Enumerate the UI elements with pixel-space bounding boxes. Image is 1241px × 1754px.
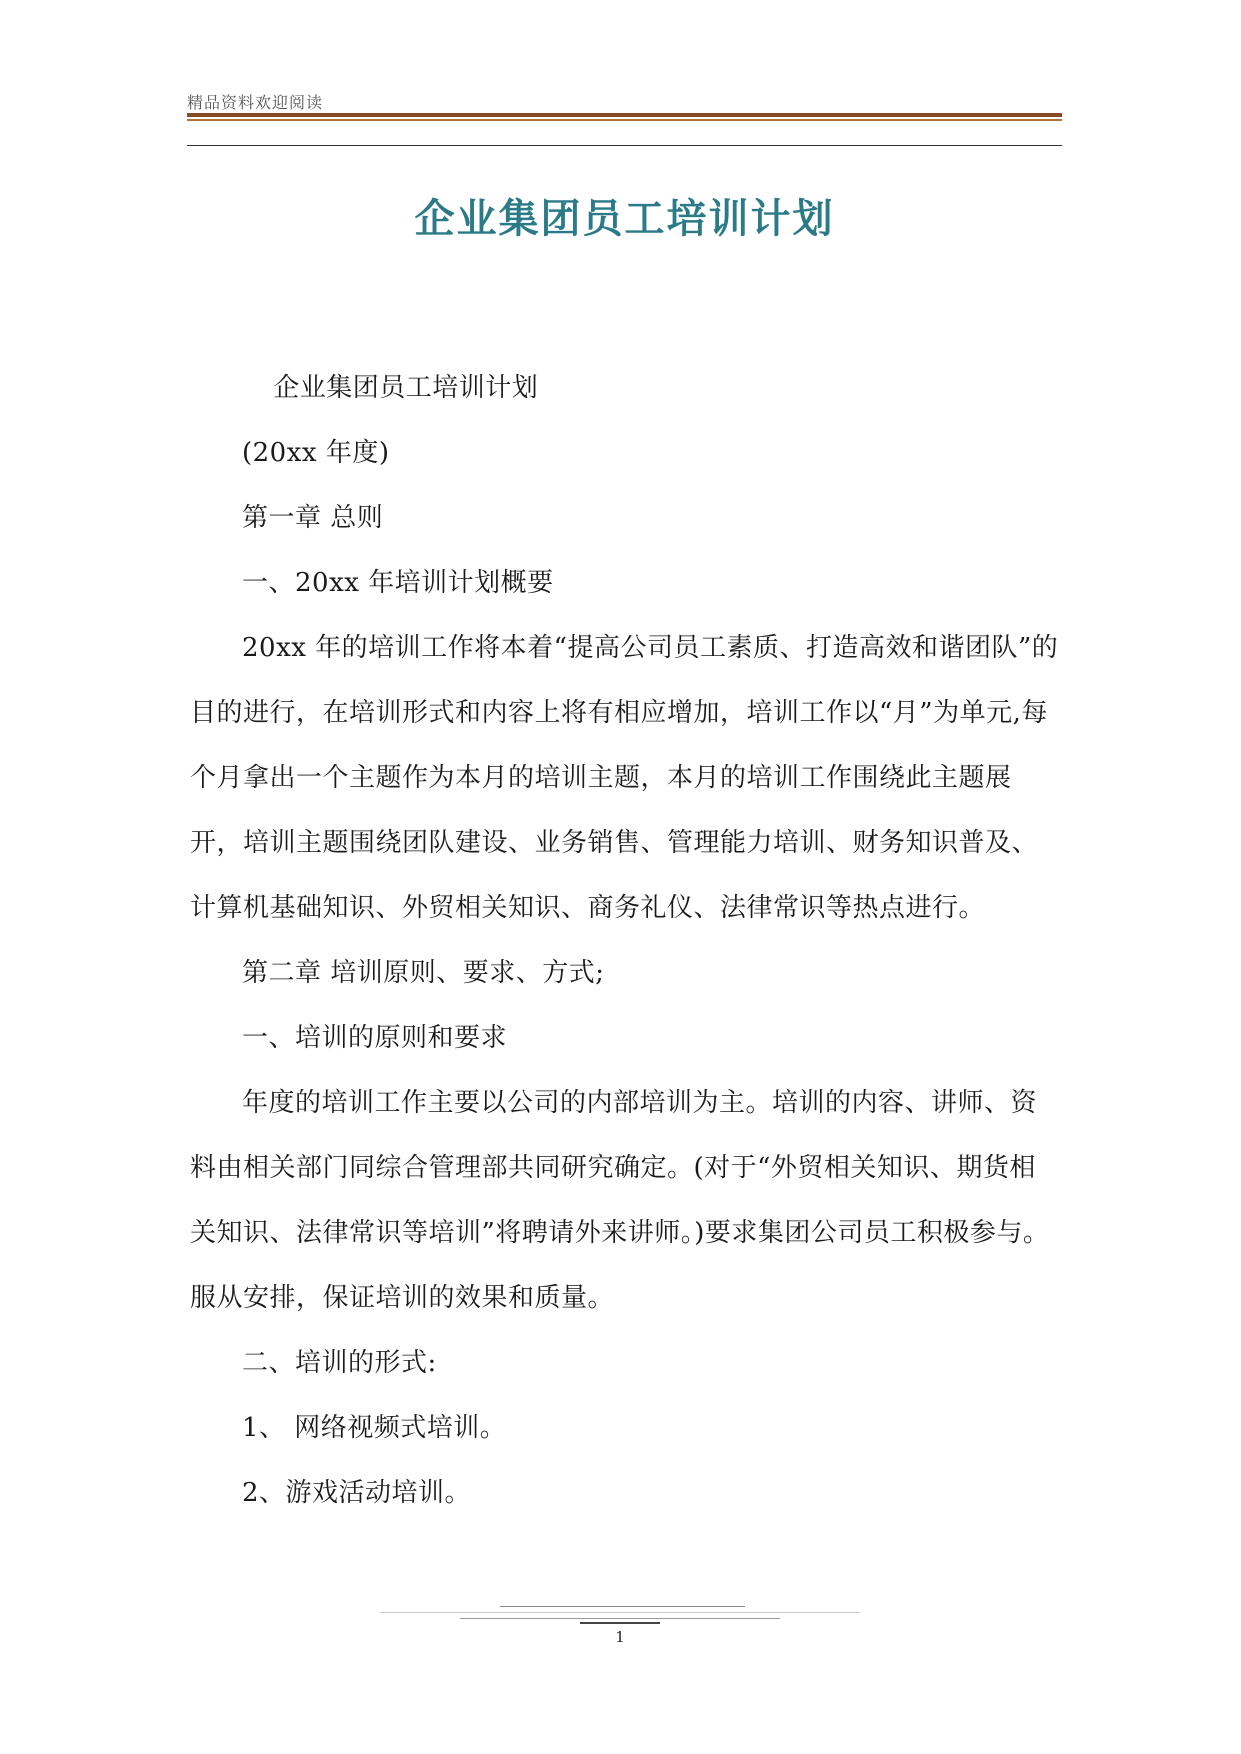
paragraph-section-2-1: 一、培训的原则和要求 bbox=[242, 1023, 508, 1053]
paragraph-year: (20xx 年度) bbox=[242, 438, 390, 468]
footer-line-c bbox=[460, 1618, 780, 1619]
paragraph-principles: 年度的培训工作主要以公司的内部培训为主。培训的内容、讲师、资料由相关部门同综合管理部共同研究确定。(对于“外贸相关知识、期货相关知识、法律常识等培训”将聘请外来讲师。)要求集团公司员工积极参与。服从安排，保证培训的效果和质量。 bbox=[190, 1088, 1050, 1313]
paragraph-section-1-1: 一、20xx 年培训计划概要 bbox=[242, 568, 554, 598]
footer-line-d bbox=[580, 1622, 660, 1624]
paragraph-chapter-1: 第一章 总则 bbox=[242, 503, 384, 533]
footer-line-a bbox=[380, 1612, 860, 1613]
header-label: 精品资料欢迎阅读 bbox=[187, 93, 324, 112]
page-number: 1 bbox=[615, 1628, 625, 1646]
header-rule-mid bbox=[187, 119, 1062, 121]
paragraph-subtitle: 企业集团员工培训计划 bbox=[273, 373, 539, 403]
paragraph-section-2-2: 二、培训的形式: bbox=[242, 1348, 437, 1378]
footer-line-b bbox=[500, 1606, 745, 1607]
document-title: 企业集团员工培训计划 bbox=[414, 195, 835, 242]
paragraph-item-1: 1、 网络视频式培训。 bbox=[242, 1413, 507, 1443]
header-rule-thick bbox=[187, 113, 1062, 117]
document-body bbox=[190, 356, 1060, 1526]
paragraph-item-2: 2、游戏活动培训。 bbox=[242, 1478, 472, 1508]
paragraph-overview: 20xx 年的培训工作将本着“提高公司员工素质、打造高效和谐团队”的目的进行，在培训形式和内容上将有相应增加，培训工作以“月”为单元,每个月拿出一个主题作为本月的培训主题，本月的培训工作围绕此主题展开，培训主题围绕团队建设、业务销售、管理能力培训、财务知识普及、计算机基础知识、外贸相关知识、商务礼仪、法律常识等热点进行。 bbox=[190, 633, 1059, 923]
header-rule-thin bbox=[187, 145, 1062, 146]
paragraph-chapter-2: 第二章 培训原则、要求、方式; bbox=[242, 958, 605, 988]
